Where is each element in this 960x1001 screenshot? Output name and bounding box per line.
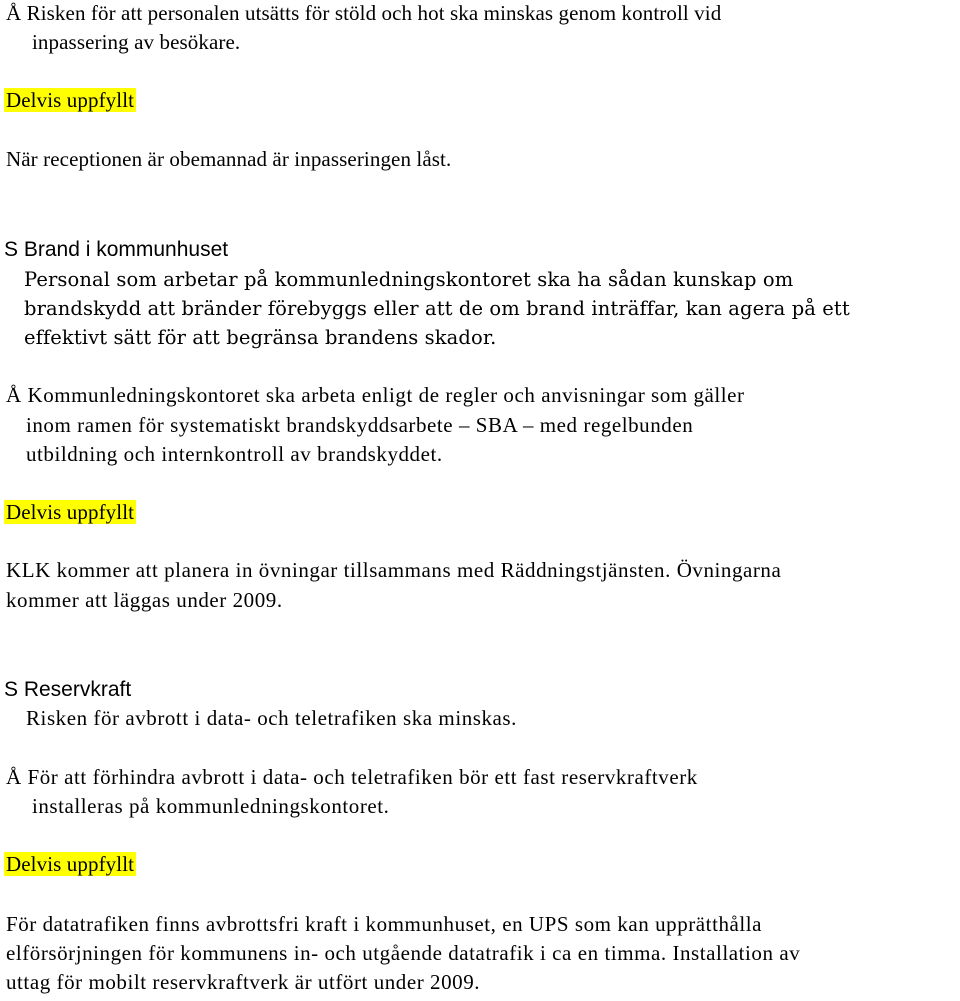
goal-line: Personal som arbetar på kommunledningskontoret ska ha sådan kunskap om [24, 268, 794, 291]
comment-line: När receptionen är obemannad är inpasseringen låst. [6, 147, 452, 171]
bullet-line: inom ramen för systematiskt brandskyddsarbete – SBA – med regelbunden [26, 413, 694, 437]
goal-line: brandskydd att bränder förebyggs eller att de om brand inträffar, kan agera på ett [24, 297, 850, 320]
bullet-line: Å För att förhindra avbrott i data- och teletrafiken bör ett fast reservkraftverk [6, 765, 698, 789]
bullet-line: utbildning och internkontroll av brandskyddet. [26, 442, 443, 466]
bullet-line: Å Risken för att personalen utsätts för stöld och hot ska minskas genom kontroll vid [6, 1, 722, 25]
status-label: Delvis uppfyllt [6, 500, 135, 524]
comment-line: kommer att läggas under 2009. [6, 588, 283, 612]
bullet-line: inpassering av besökare. [32, 30, 241, 54]
section-heading: S Reservkraft [4, 678, 132, 701]
comment-line: För datatrafiken finns avbrottsfri kraft i kommunhuset, en UPS som kan upprätthålla [6, 912, 763, 936]
status-label: Delvis uppfyllt [6, 852, 135, 876]
goal-line: Risken för avbrott i data- och teletrafiken ska minskas. [26, 706, 517, 730]
status-badge [4, 88, 136, 113]
comment-line: uttag för mobilt reservkraftverk är utfört under 2009. [6, 970, 481, 994]
status-badge [4, 500, 136, 525]
status-label: Delvis uppfyllt [6, 88, 135, 112]
bullet-line: Å Kommunledningskontoret ska arbeta enligt de regler och anvisningar som gäller [6, 383, 745, 407]
bullet-line: installeras på kommunledningskontoret. [32, 794, 390, 818]
status-badge [4, 852, 136, 877]
comment-line: KLK kommer att planera in övningar tillsammans med Räddningstjänsten. Övningarna [6, 558, 782, 582]
comment-line: elförsörjningen för kommunens in- och utgående datatrafik i ca en timma. Installation av [6, 941, 801, 965]
goal-line: effektivt sätt för att begränsa brandens skador. [24, 326, 497, 349]
section-heading: S Brand i kommunhuset [4, 238, 229, 261]
